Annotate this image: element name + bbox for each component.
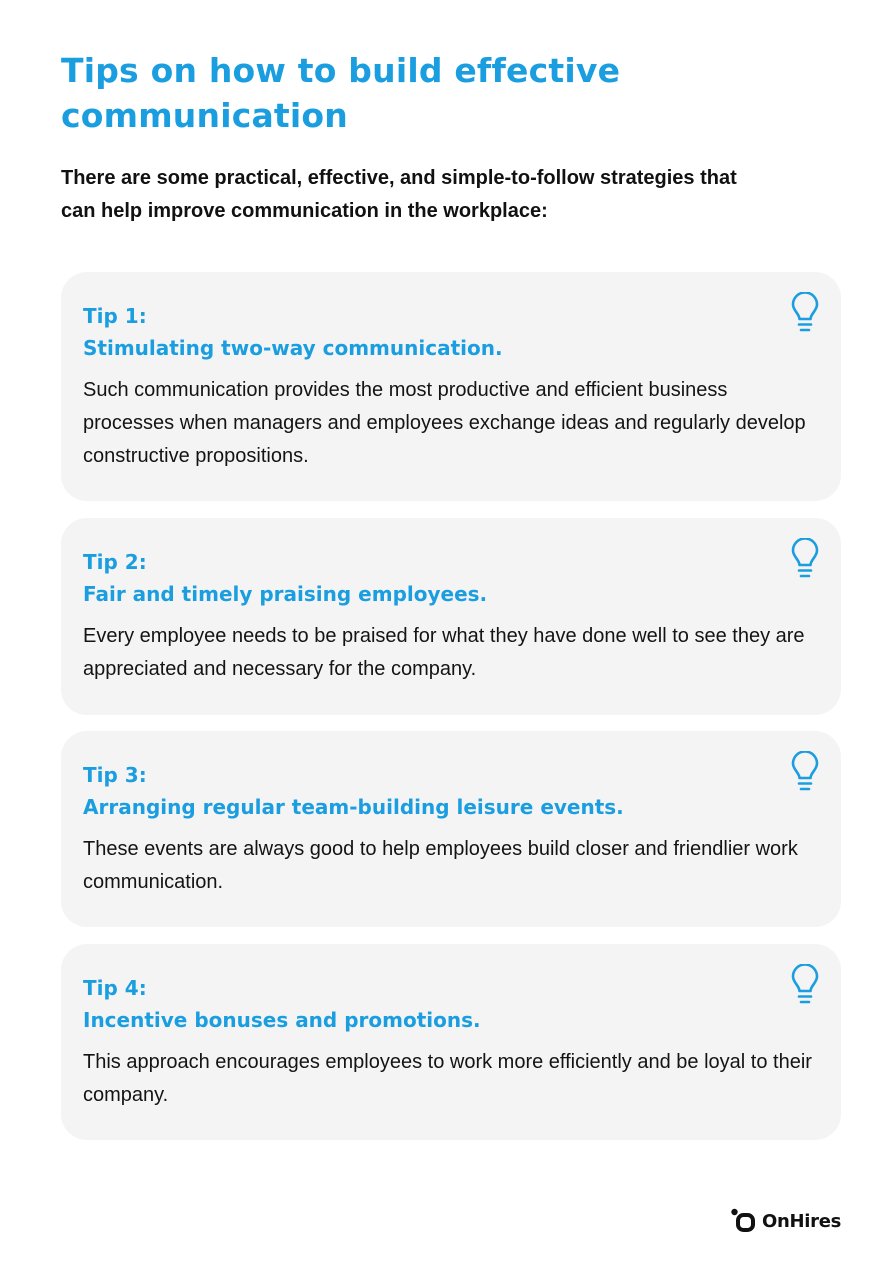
- brand-logo: [730, 1206, 841, 1236]
- page-title: Tips on how to build effective communication: [61, 51, 621, 135]
- tip-heading: Fair and timely praising employees.: [83, 582, 488, 606]
- tip-label: Tip 3:: [83, 763, 147, 787]
- tip-heading: Incentive bonuses and promotions.: [83, 1008, 481, 1032]
- tip-text: This approach encourages employees to work more efficiently and be loyal to their company.: [83, 1051, 812, 1106]
- tip-heading: Arranging regular team-building leisure events.: [83, 795, 624, 819]
- tip-card: [61, 518, 841, 715]
- tip-card: [61, 731, 841, 927]
- tip-label: Tip 4:: [83, 976, 147, 1000]
- tip-text: Every employee needs to be praised for what they have done well to see they are appreciated and necessary for the company.: [83, 625, 805, 680]
- tip-card: [61, 272, 841, 501]
- tip-label: Tip 2:: [83, 550, 147, 574]
- lightbulb-icon: [789, 964, 821, 1006]
- lightbulb-icon: [789, 292, 821, 334]
- tip-text: Such communication provides the most productive and efficient business processes when managers and employees exchange ideas and regularly develop constructive propositions.: [83, 379, 806, 467]
- onhires-logo-icon: [730, 1207, 756, 1235]
- tip-heading: Stimulating two-way communication.: [83, 336, 503, 360]
- tip-card: [61, 944, 841, 1140]
- lightbulb-icon: [789, 538, 821, 580]
- intro-text: There are some practical, effective, and simple-to-follow strategies that can help improve communication in the workplace:: [61, 167, 737, 222]
- brand-name: OnHires: [762, 1210, 842, 1232]
- tip-text: These events are always good to help employees build closer and friendlier work communication.: [83, 838, 798, 893]
- tip-label: Tip 1:: [83, 304, 147, 328]
- lightbulb-icon: [789, 751, 821, 793]
